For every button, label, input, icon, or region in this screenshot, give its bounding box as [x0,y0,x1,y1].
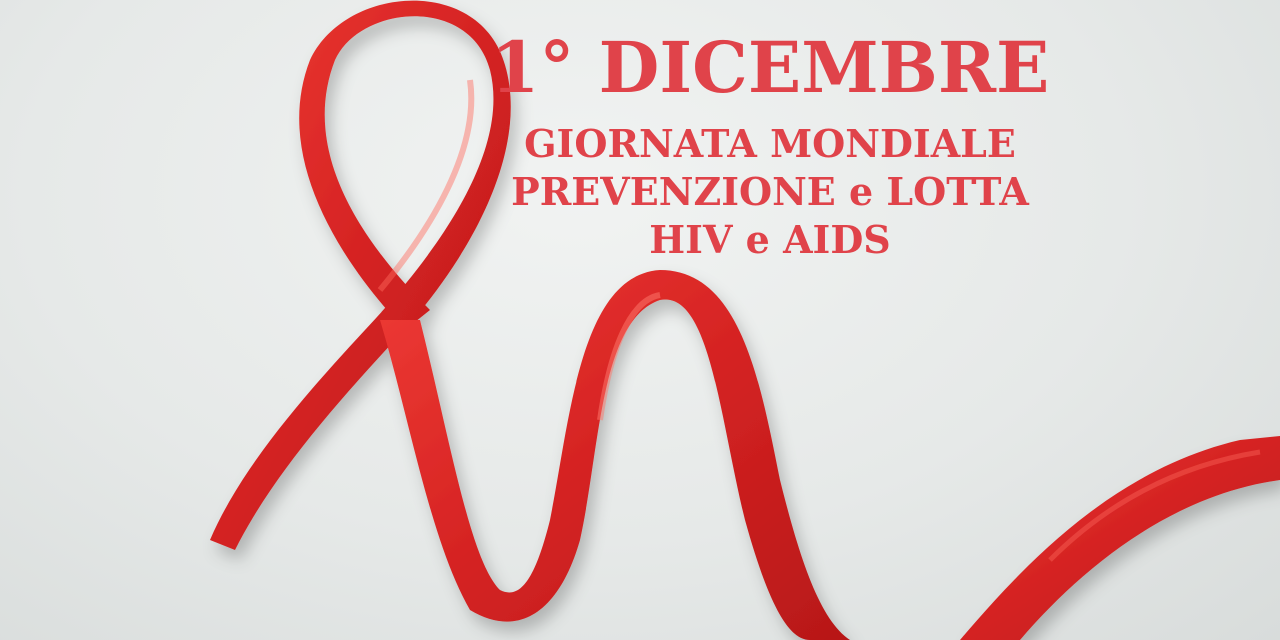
title-line-3: HIV e AIDS [649,217,891,262]
title-line-2: PREVENZIONE e LOTTA [511,169,1029,214]
headline-block [470,28,1070,264]
event-title [470,120,1070,264]
date-title: 1° DICEMBRE [490,26,1050,109]
title-line-1: GIORNATA MONDIALE [524,121,1016,166]
